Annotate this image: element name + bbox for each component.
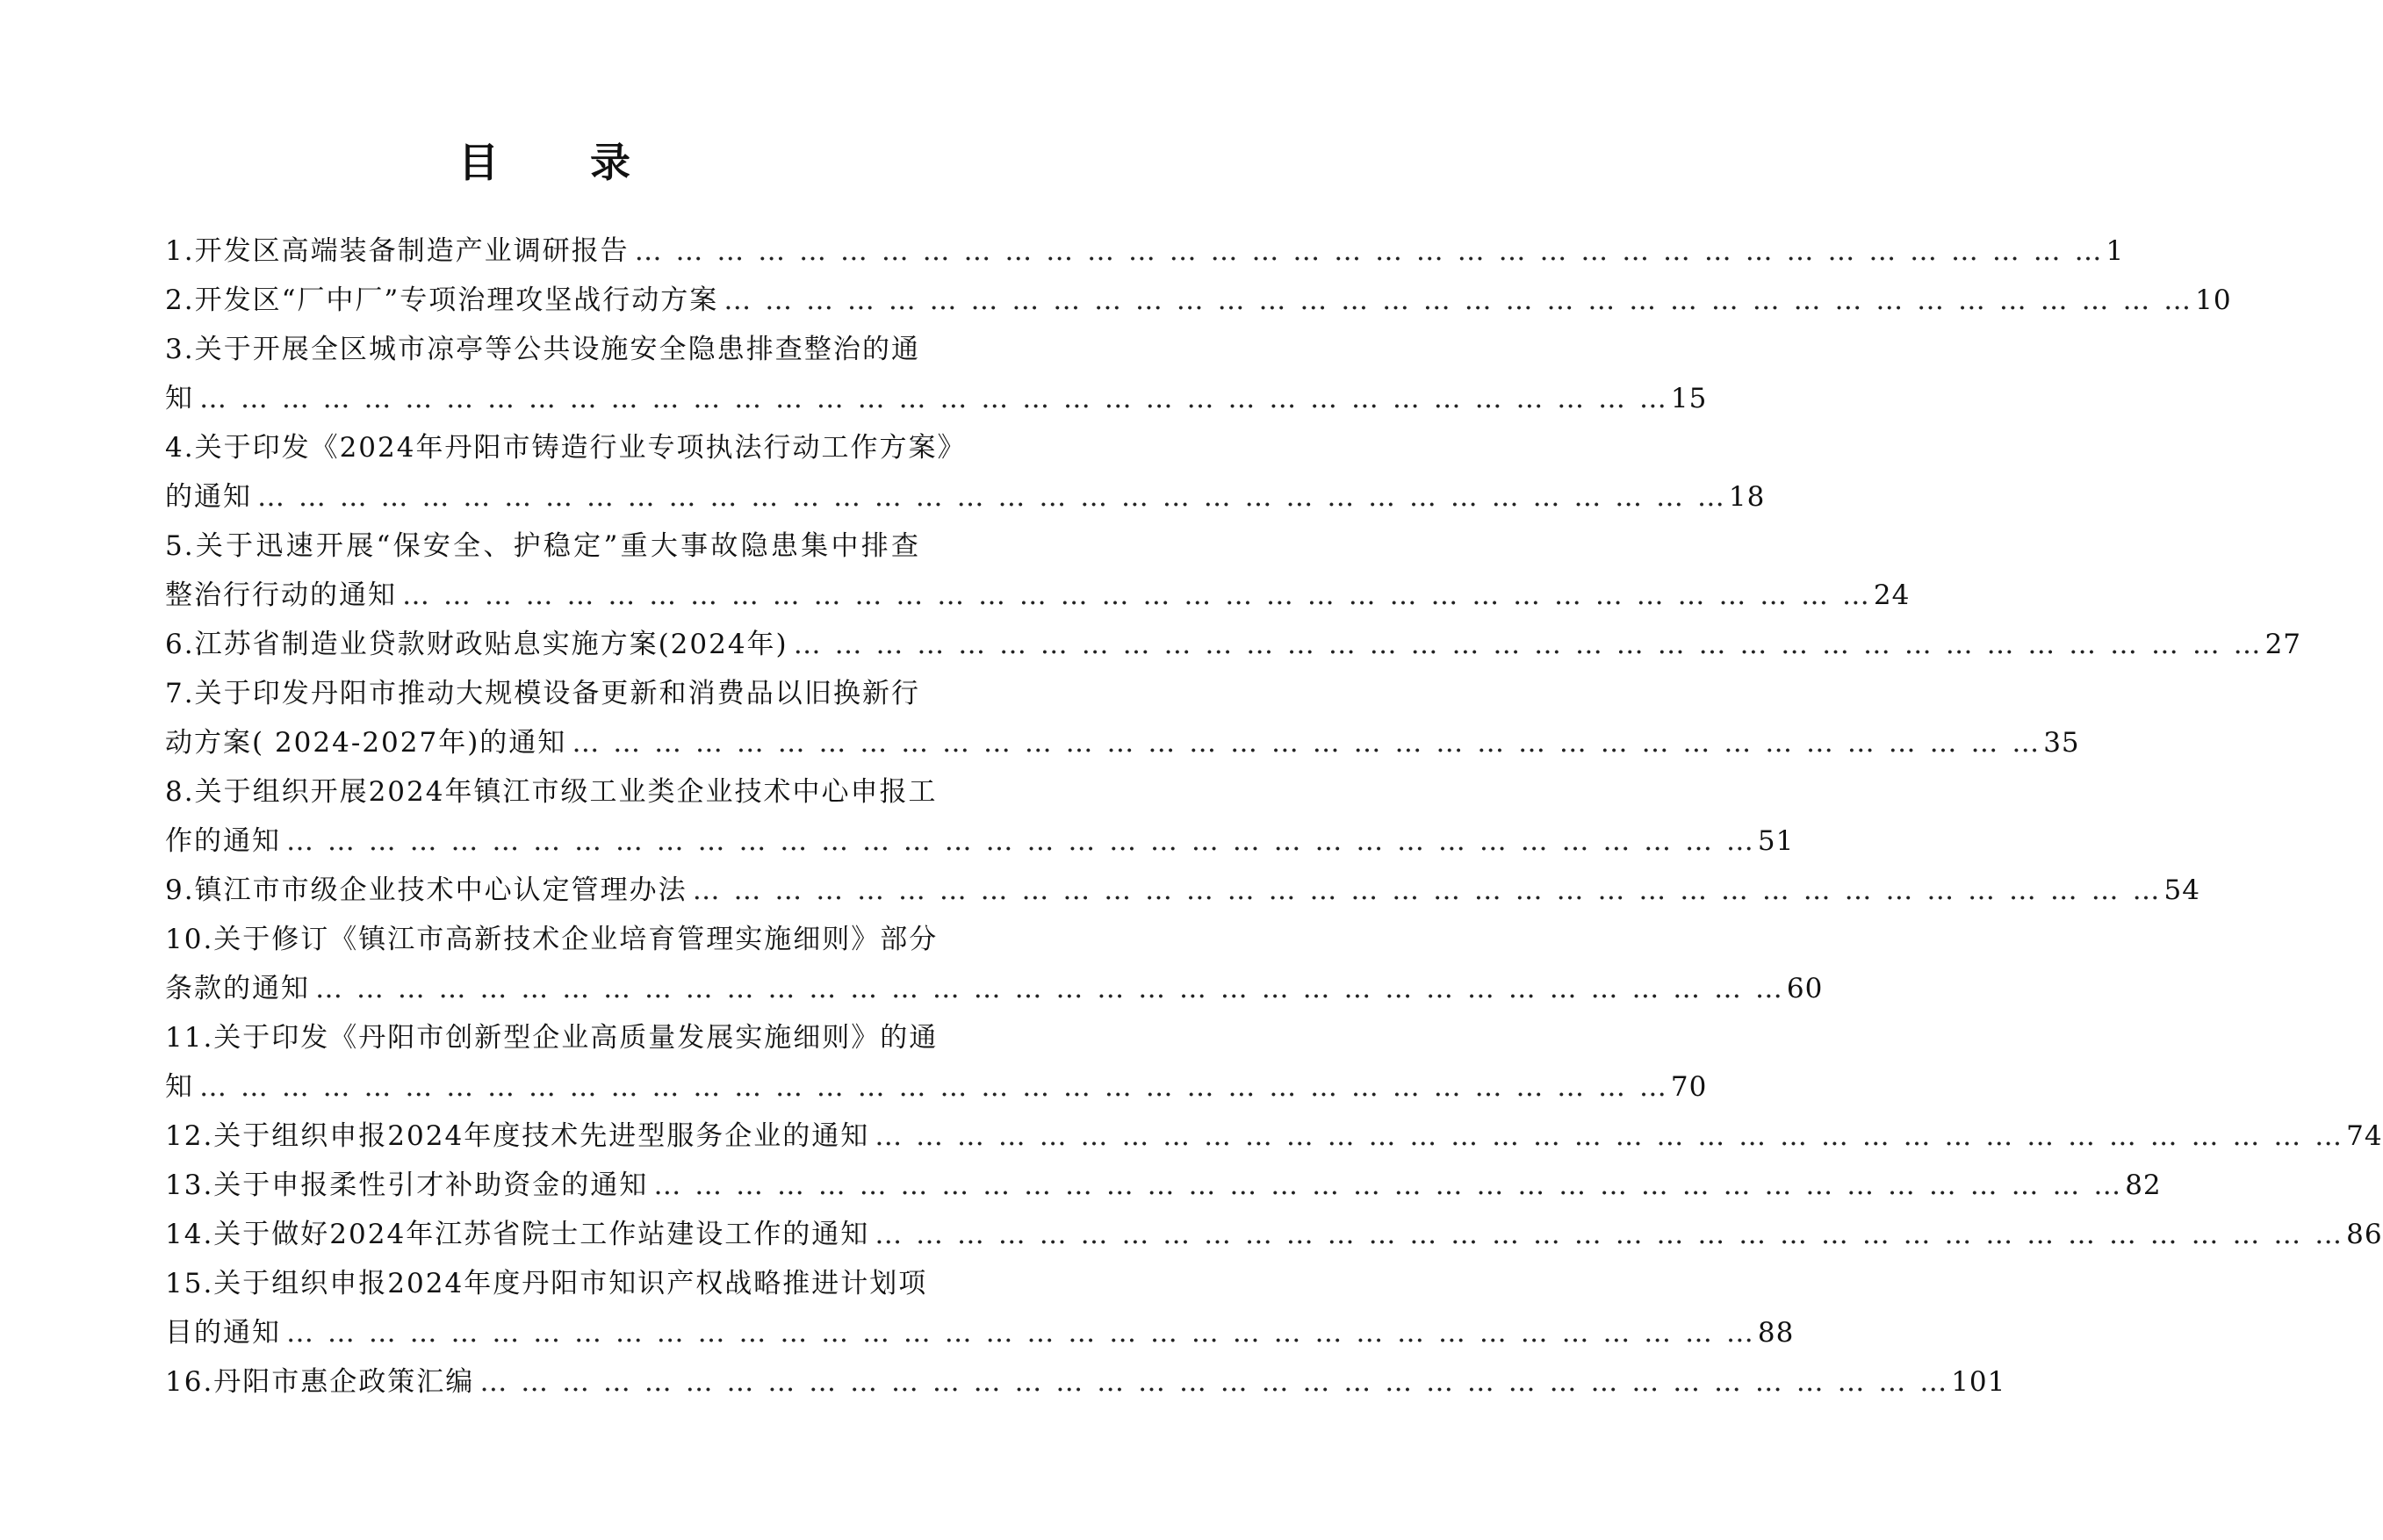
toc-entry-title: 14.关于做好2024年江苏省院士工作站建设工作的通知 (165, 1219, 870, 1250)
toc-entry-line[interactable] (165, 423, 967, 472)
toc-page-number: 86 (2346, 1219, 2383, 1250)
toc-entry[interactable] (165, 964, 1824, 1013)
toc-entry-title: 8.关于组织开展2024年镇江市级工业类企业技术中心申报工 (165, 776, 938, 808)
dot-leader: … … … … … … … … … … … … … … … … … … … … … … … … … … … … … … … … … … … … (199, 1071, 1669, 1103)
toc-entry-line[interactable] (165, 325, 920, 374)
toc-page-number: 74 (2346, 1120, 2383, 1152)
toc-entry-line[interactable] (165, 1259, 928, 1308)
toc-entry[interactable] (165, 276, 2232, 325)
toc-entry-title: 12.关于组织申报2024年度技术先进型服务企业的通知 (165, 1120, 870, 1152)
toc-entry-title: 15.关于组织申报2024年度丹阳市知识产权战略推进计划项 (165, 1268, 928, 1299)
dot-leader: … … … … … … … … … … … … … … … … … … … … … … … … … … … … … … … … … … … … (286, 825, 1756, 857)
toc-entry[interactable] (165, 571, 1911, 620)
toc-entry-title: 9.镇江市市级企业技术中心认定管理办法 (165, 874, 688, 906)
toc-entry-title: 4.关于印发《2024年丹阳市铸造行业专项执法行动工作方案》 (165, 432, 967, 464)
dot-leader: … … … … … … … … … … … … … … … … … … … … … … … … … … … … … … … … … … … … (634, 235, 2105, 267)
toc-entry-title-continued: 整治行行动的通知 (165, 579, 397, 611)
toc-entry[interactable] (165, 227, 2125, 276)
toc-page-number: 70 (1670, 1071, 1708, 1103)
toc-entry-title-continued: 的通知 (165, 481, 252, 513)
toc-entry-line[interactable] (165, 767, 938, 817)
table-of-contents (165, 227, 2383, 1407)
toc-entry-title: 7.关于印发丹阳市推动大规模设备更新和消费品以旧换新行 (165, 678, 920, 709)
dot-leader: … … … … … … … … … … … … … … … … … … … … … … … … … … … … … … … … … … … … (315, 973, 1785, 1004)
dot-leader: … … … … … … … … … … … … … … … … … … … … … … … … … … … … … … … … … … … … (257, 481, 1727, 513)
toc-page-number: 101 (1951, 1366, 2006, 1398)
toc-page-number: 82 (2125, 1169, 2162, 1201)
dot-leader: … … … … … … … … … … … … … … … … … … … … … … … … … … … … … … … … … … … … (572, 727, 2042, 759)
toc-page-number: 51 (1757, 825, 1795, 857)
toc-entry[interactable] (165, 374, 1708, 423)
toc-entry[interactable] (165, 866, 2200, 915)
dot-leader: … … … … … … … … … … … … … … … … … … … … … … … … … … … … … … … … … … … … (653, 1169, 2124, 1201)
toc-entry-title: 11.关于印发《丹阳市创新型企业高质量发展实施细则》的通 (165, 1022, 939, 1054)
toc-page-number: 15 (1670, 383, 1708, 414)
toc-entry-title: 13.关于申报柔性引才补助资金的通知 (165, 1169, 649, 1201)
toc-entry-title-continued: 知 (165, 383, 194, 414)
toc-entry[interactable] (165, 1112, 2383, 1161)
dot-leader: … … … … … … … … … … … … … … … … … … … … … … … … … … … … … … … … … … … … (199, 383, 1669, 414)
toc-entry-title-continued: 作的通知 (165, 825, 281, 857)
toc-entry-title: 1.开发区高端装备制造产业调研报告 (165, 235, 630, 267)
toc-entry-title: 6.江苏省制造业贷款财政贴息实施方案(2024年) (165, 629, 788, 660)
dot-leader: … … … … … … … … … … … … … … … … … … … … … … … … … … … … … … … … … … … … (875, 1219, 2345, 1250)
page-title: 目 录 (457, 139, 669, 186)
dot-leader: … … … … … … … … … … … … … … … … … … … … … … … … … … … … … … … … … … … … (479, 1366, 1950, 1398)
toc-entry[interactable] (165, 1210, 2383, 1259)
toc-entry[interactable] (165, 817, 1795, 866)
toc-entry-title: 3.关于开展全区城市凉亭等公共设施安全隐患排查整治的通 (165, 334, 920, 365)
dot-leader: … … … … … … … … … … … … … … … … … … … … … … … … … … … … … … … … … … … … (875, 1120, 2345, 1152)
toc-page-number: 88 (1757, 1317, 1795, 1349)
toc-page-number: 24 (1873, 579, 1911, 611)
toc-entry[interactable] (165, 718, 2080, 767)
toc-entry-title: 16.丹阳市惠企政策汇编 (165, 1366, 475, 1398)
toc-entry-title-continued: 知 (165, 1071, 194, 1103)
dot-leader: … … … … … … … … … … … … … … … … … … … … … … … … … … … … … … … … … … … … (793, 629, 2264, 660)
toc-page-number: 1 (2106, 235, 2125, 267)
toc-entry[interactable] (165, 1161, 2162, 1210)
dot-leader: … … … … … … … … … … … … … … … … … … … … … … … … … … … … … … … … … … … … (724, 284, 2194, 316)
toc-entry-line[interactable] (165, 669, 920, 718)
toc-entry-line[interactable] (165, 522, 920, 571)
toc-entry[interactable] (165, 1357, 2006, 1407)
toc-page-number: 35 (2043, 727, 2080, 759)
toc-entry-title-continued: 目的通知 (165, 1317, 281, 1349)
toc-page-number: 18 (1728, 481, 1766, 513)
dot-leader: … … … … … … … … … … … … … … … … … … … … … … … … … … … … … … … … … … … … (402, 579, 1872, 611)
toc-entry-title: 10.关于修订《镇江市高新技术企业培育管理实施细则》部分 (165, 924, 939, 955)
toc-entry-line[interactable] (165, 1013, 939, 1062)
toc-page-number: 10 (2195, 284, 2232, 316)
toc-entry[interactable] (165, 472, 1766, 522)
toc-entry[interactable] (165, 1062, 1708, 1112)
toc-page-number: 27 (2264, 629, 2302, 660)
toc-page-number: 54 (2163, 874, 2200, 906)
toc-entry-line[interactable] (165, 915, 939, 964)
toc-page-number: 60 (1786, 973, 1824, 1004)
toc-entry-title-continued: 条款的通知 (165, 973, 310, 1004)
toc-entry-title: 2.开发区“厂中厂”专项治理攻坚战行动方案 (165, 284, 719, 316)
dot-leader: … … … … … … … … … … … … … … … … … … … … … … … … … … … … … … … … … … … … (286, 1317, 1756, 1349)
toc-entry-title-continued: 动方案( 2024-2027年)的通知 (165, 727, 567, 759)
toc-entry[interactable] (165, 1308, 1795, 1357)
dot-leader: … … … … … … … … … … … … … … … … … … … … … … … … … … … … … … … … … … … … (692, 874, 2163, 906)
toc-entry-title: 5.关于迅速开展“保安全、护稳定”重大事故隐患集中排查 (165, 530, 920, 562)
toc-entry[interactable] (165, 620, 2302, 669)
